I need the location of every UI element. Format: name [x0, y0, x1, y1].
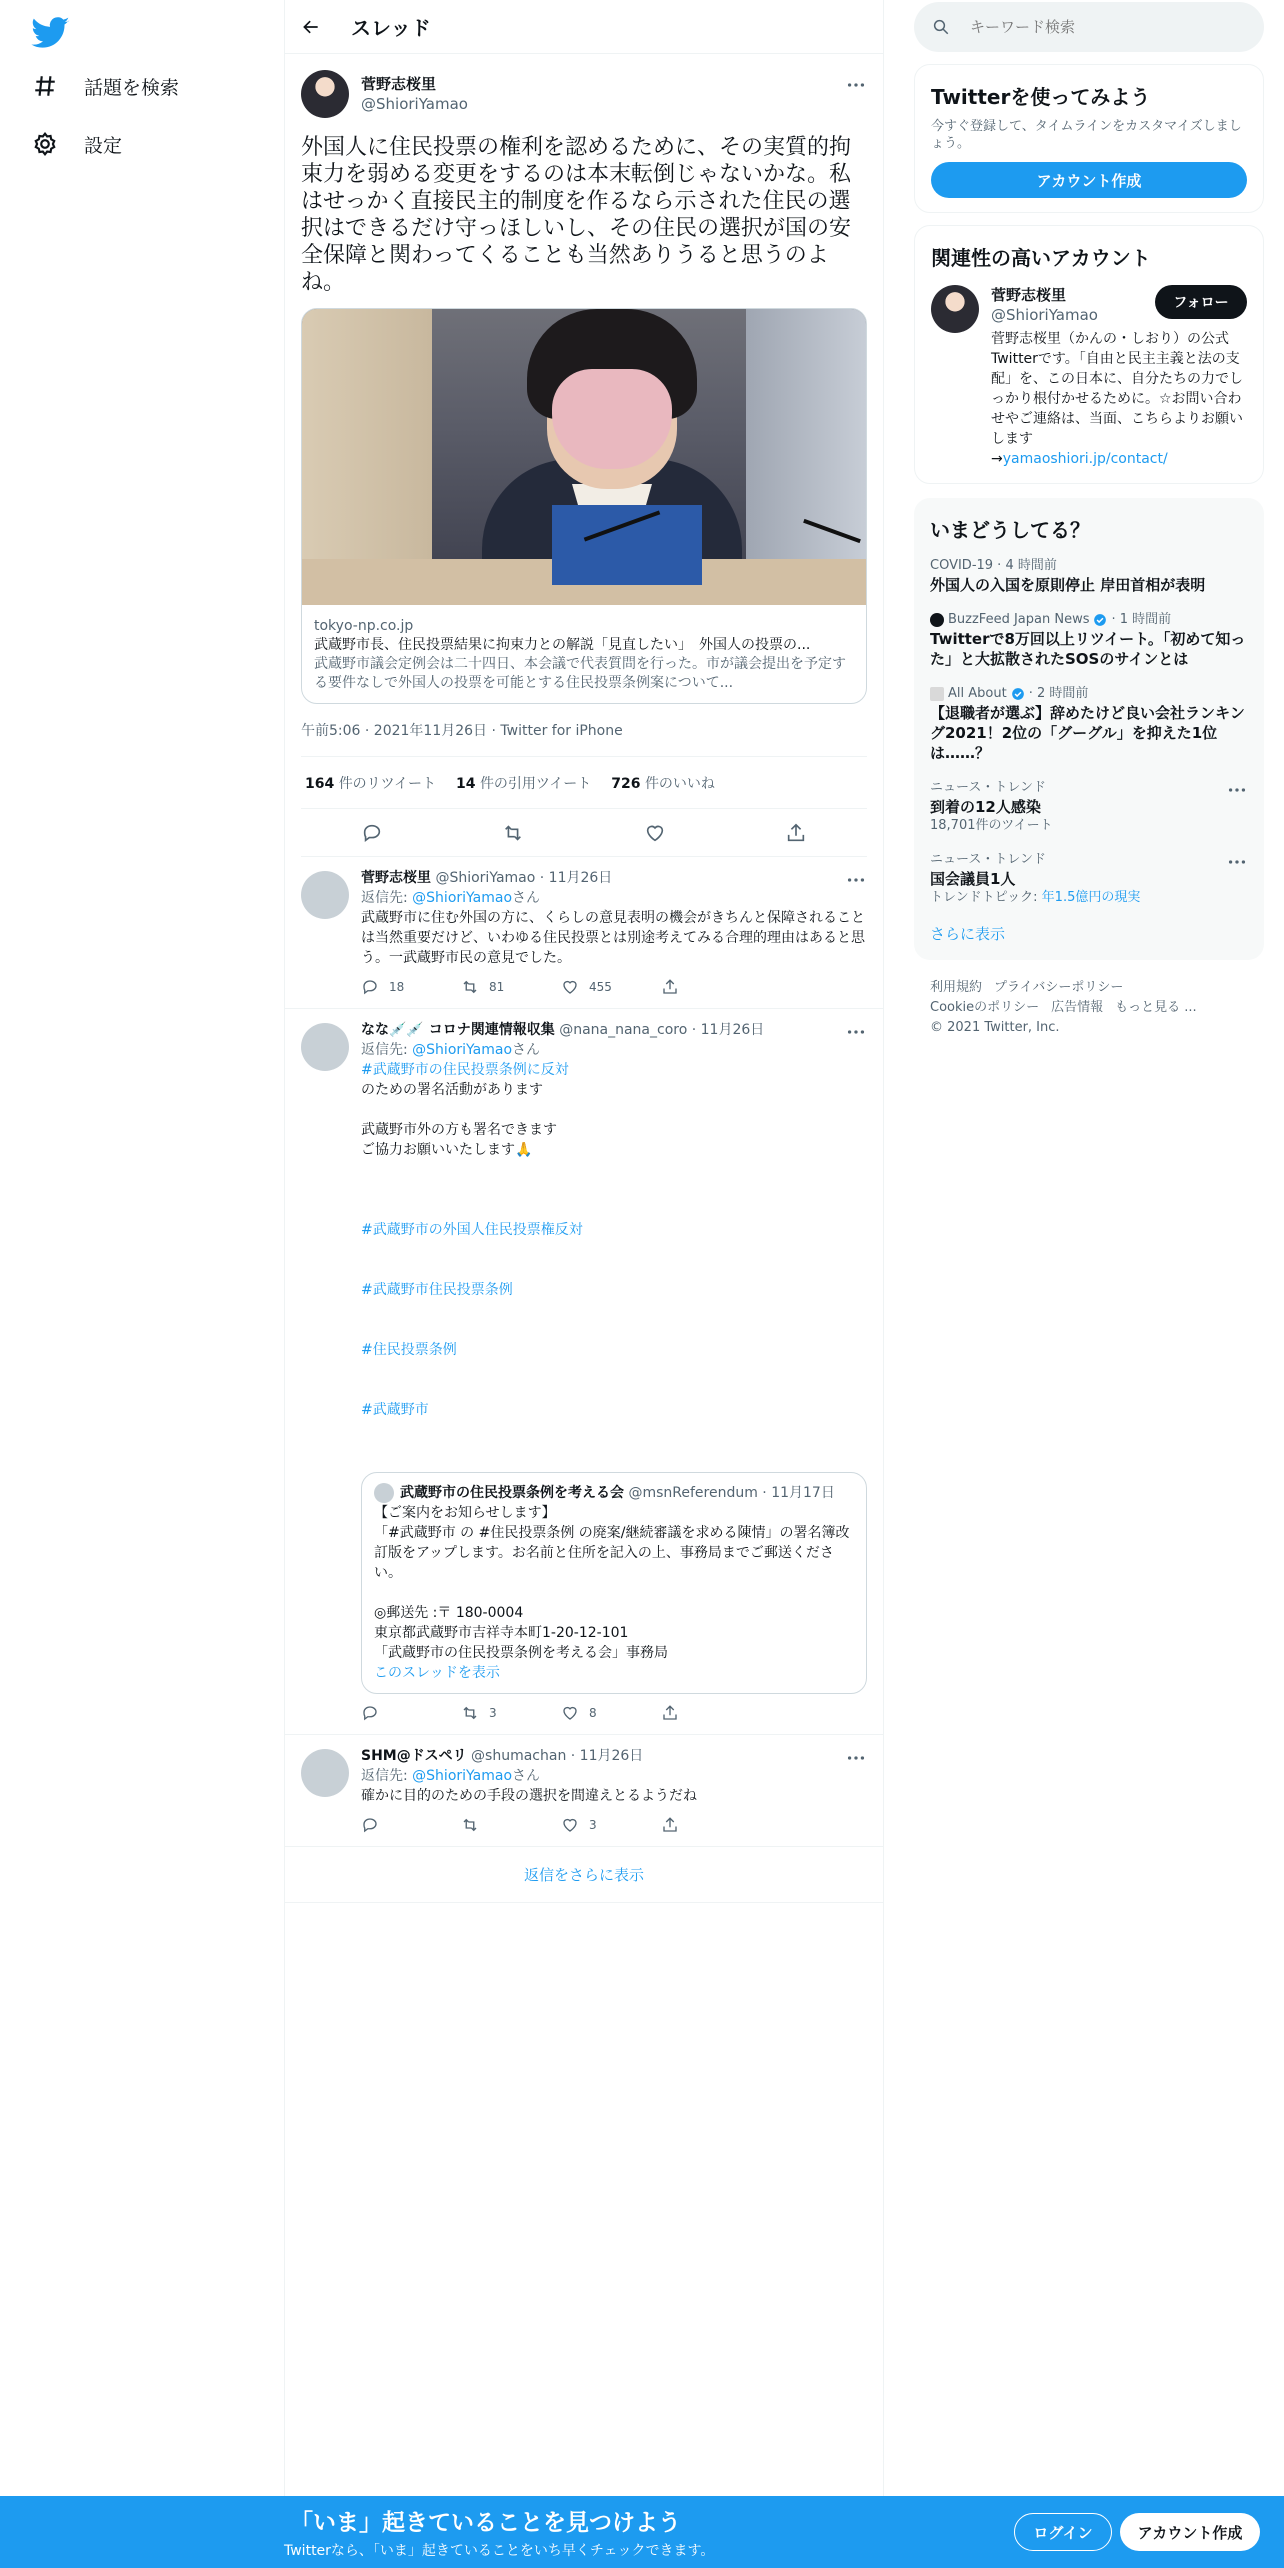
retweet-count[interactable]: 164 件のリツイート	[305, 775, 436, 792]
share-button[interactable]	[661, 1704, 761, 1722]
like-icon	[561, 1816, 579, 1834]
retweet-count: 81	[489, 980, 505, 994]
footer-link-cookie[interactable]: Cookieのポリシー	[930, 1000, 1040, 1015]
more-options-icon[interactable]	[845, 869, 867, 891]
footer	[914, 978, 1264, 1038]
login-button[interactable]: ログイン	[1014, 2513, 1112, 2551]
share-icon[interactable]	[785, 822, 807, 844]
link-card[interactable]	[301, 308, 867, 704]
reply-to-suffix: さん	[512, 890, 541, 906]
tweet-actions	[361, 976, 867, 998]
footer-link-more[interactable]: もっと見る ...	[1115, 1000, 1197, 1015]
reply-to-label: 返信先:	[361, 1768, 408, 1784]
follow-button[interactable]: フォロー	[1155, 285, 1247, 319]
more-options-icon[interactable]	[845, 1747, 867, 1769]
right-sidebar	[914, 0, 1264, 1038]
main-tweet	[285, 54, 883, 857]
avatar[interactable]	[301, 1023, 349, 1071]
share-icon	[661, 1704, 679, 1722]
retweet-button[interactable]	[461, 1704, 561, 1722]
retweet-icon	[461, 1704, 479, 1722]
banner-title: 「いま」起きていることを見つけよう	[290, 2510, 681, 2536]
hashtag-link[interactable]: #住民投票条例	[361, 1342, 457, 1358]
verified-badge-icon	[1093, 613, 1107, 627]
retweet-button[interactable]	[461, 978, 561, 996]
tweet-timestamp[interactable]: 午前5:06 · 2021年11月26日 · Twitter for iPhone	[301, 720, 867, 757]
like-count[interactable]: 726 件のいいね	[611, 775, 715, 792]
tweet-date[interactable]: · 11月26日	[570, 1748, 644, 1764]
related-title: 関連性の高いアカウント	[931, 246, 1151, 270]
reply-to-link[interactable]: @ShioriYamao	[412, 1768, 513, 1784]
footer-link-terms[interactable]: 利用規約	[930, 980, 983, 995]
retweet-count: 3	[489, 1706, 497, 1720]
nav-item-label: 話題を検索	[84, 76, 180, 99]
quote-count[interactable]: 14 件の引用ツイート	[456, 775, 592, 792]
retweet-button[interactable]	[461, 1816, 561, 1834]
tweet-actions	[361, 1814, 867, 1836]
avatar	[374, 1483, 394, 1503]
copyright: © 2021 Twitter, Inc.	[930, 1020, 1060, 1035]
author-handle[interactable]: @ShioriYamao	[435, 870, 536, 886]
tweet-date[interactable]: · 11月26日	[539, 870, 613, 886]
author-handle[interactable]: @nana_nana_coro	[559, 1022, 688, 1038]
author-handle[interactable]: @ShioriYamao	[361, 95, 468, 113]
trend-title: 【退職者が選ぶ】辞めたけど良い会社ランキング2021！2位の「グーグル」を抑えた1位は……？	[930, 704, 1245, 762]
trend-meta: COVID-19 · 4 時間前	[930, 558, 1057, 573]
search-input[interactable]	[970, 18, 1210, 36]
reply-count: 18	[389, 980, 405, 994]
trend-title: Twitterで8万回以上リツイート。「初めて知った」と大拡散されたSOSのサインとは	[930, 630, 1246, 668]
related-name[interactable]: 菅野志桜里	[991, 286, 1067, 304]
tweet-author[interactable]	[301, 70, 867, 118]
trend-title: 到着の12人感染	[930, 798, 1041, 816]
bio-link[interactable]: yamaoshiori.jp/contact/	[1002, 451, 1168, 467]
trend-meta: ニュース・トレンド	[930, 780, 1047, 795]
search-icon	[932, 18, 950, 36]
nav-item-explore[interactable]	[32, 64, 179, 108]
verified-badge-icon	[1011, 687, 1025, 701]
trend-time: · 2 時間前	[1028, 686, 1089, 701]
share-icon	[661, 978, 679, 996]
create-account-button[interactable]: アカウント作成	[931, 162, 1247, 198]
reply-to-suffix: さん	[512, 1042, 541, 1058]
related-account[interactable]	[931, 285, 1247, 469]
avatar[interactable]	[301, 871, 349, 919]
quoted-tweet[interactable]	[361, 1472, 867, 1694]
retweet-icon[interactable]	[502, 822, 524, 844]
show-more-trends-link[interactable]: さらに表示	[930, 925, 1006, 943]
avatar[interactable]	[301, 1749, 349, 1797]
reply-to-link[interactable]: @ShioriYamao	[412, 890, 513, 906]
author-name[interactable]: 菅野志桜里	[361, 75, 437, 93]
quote-text: 【ご案内をお知らせします】 「#武蔵野市 の #住民投票条例 の廃案/継続審議を求める陳情」の署名簿改訂版をアップします。お名前と住所を記入の上、事務局までご郵送ください。 ◎郵送先 :〒 180-0004 東京都武蔵野市吉祥寺本町1-20-12-101 「武蔵野市の住民投票条例を考える会」事務局	[374, 1505, 850, 1661]
tweet-date[interactable]: · 11月26日	[691, 1022, 765, 1038]
reply-to-link[interactable]: @ShioriYamao	[412, 1042, 513, 1058]
trend-source: All About	[948, 686, 1007, 701]
like-button[interactable]	[561, 1816, 661, 1834]
reply-button[interactable]	[361, 1704, 461, 1722]
thread-column	[284, 0, 884, 2496]
reply-tweet[interactable]	[285, 857, 883, 1009]
signup-title: Twitterを使ってみよう	[931, 85, 1151, 109]
tweet-text: 武蔵野市に住む外国の方に、くらしの意見表明の機会がきちんと保障されることは当然重要だけど、いわゆる住民投票とは別途考えてみる合理的理由はあると思う。一武蔵野市民の意見でした。	[361, 910, 865, 966]
left-nav	[0, 0, 284, 2496]
card-image	[302, 309, 866, 605]
search-bar[interactable]	[914, 2, 1264, 52]
trend-title: 国会議員1人	[930, 870, 1016, 888]
banner-subtitle: Twitterなら、「いま」起きていることをいち早くチェックできます。	[284, 2543, 715, 2559]
related-handle[interactable]: @ShioriYamao	[991, 306, 1098, 324]
reply-icon[interactable]	[361, 822, 383, 844]
share-icon	[661, 1816, 679, 1834]
trends-title: いまどうしてる？	[930, 518, 1090, 542]
hashtag-link[interactable]: #武蔵野市の外国人住民投票権反対	[361, 1222, 583, 1238]
quote-author-handle: @msnReferendum	[628, 1485, 758, 1501]
share-button[interactable]	[661, 1816, 761, 1834]
trend-topic-label: トレンドトピック:	[930, 890, 1042, 905]
tweet-text: 確かに目的のための手段の選択を間違えとるようだね	[361, 1788, 697, 1804]
avatar[interactable]	[301, 70, 349, 118]
signup-banner	[0, 2496, 1284, 2568]
retweet-icon	[461, 1816, 479, 1834]
tweet-actions	[361, 1702, 867, 1724]
share-button[interactable]	[661, 978, 761, 996]
trend-item[interactable]	[930, 557, 1248, 595]
trend-tweet-count: 18,701件のツイート	[930, 818, 1053, 833]
trend-item[interactable]	[930, 851, 1248, 907]
card-domain: tokyo-np.co.jp	[314, 618, 414, 634]
like-button[interactable]	[561, 1704, 661, 1722]
card-title: 武蔵野市長、住民投票結果に拘束力との解説「見直したい」 外国人の投票の...	[314, 637, 811, 653]
author-name[interactable]: SHM@ドスペリ	[361, 1748, 467, 1764]
trend-title: 外国人の入国を原則停止 岸田首相が表明	[930, 576, 1206, 594]
more-options-icon[interactable]	[1226, 779, 1248, 801]
like-button[interactable]	[561, 978, 661, 996]
signup-button[interactable]: アカウント作成	[1120, 2513, 1260, 2551]
page-title: スレッド	[351, 16, 431, 40]
hashtag-link[interactable]: #武蔵野市の住民投票条例に反対	[361, 1062, 569, 1078]
like-icon	[561, 978, 579, 996]
trend-item[interactable]	[930, 611, 1248, 669]
like-count: 455	[589, 980, 612, 994]
trend-topic-link[interactable]: 年1.5億円の現実	[1041, 890, 1141, 905]
buzzfeed-logo-icon	[930, 613, 944, 627]
trend-item[interactable]	[930, 779, 1248, 835]
show-more-replies-button[interactable]: 返信をさらに表示	[285, 1847, 883, 1903]
reply-icon	[361, 1704, 379, 1722]
like-count: 3	[589, 1818, 597, 1832]
tweet-stats	[301, 757, 867, 809]
twitter-logo-icon[interactable]	[30, 12, 70, 52]
reply-to-label: 返信先:	[361, 1042, 408, 1058]
reply-tweet[interactable]	[285, 1735, 883, 1847]
footer-link-privacy[interactable]: プライバシーポリシー	[994, 980, 1124, 995]
gear-icon	[32, 131, 58, 157]
trends-panel	[914, 498, 1264, 960]
signup-description: 今すぐ登録して、タイムラインをカスタマイズしましょう。	[931, 119, 1242, 151]
card-description: 武蔵野市議会定例会は二十四日、本会議で代表質問を行った。市が議会提出を予定する要件なしで外国人の投票を可能とする住民投票条例案について...	[314, 656, 846, 691]
footer-link-ads[interactable]: 広告情報	[1051, 1000, 1104, 1015]
author-name[interactable]: 菅野志桜里	[361, 870, 431, 886]
related-bio: 菅野志桜里（かんの・しおり）の公式Twitterです。「自由と民主主義と法の支配」を、この日本に、自分たちの力でしっかり根付かせるために。☆お問い合わせやご連絡は、当面、こちらよりお願いします →	[991, 331, 1243, 467]
tweet-text: のための署名活動があります 武蔵野市外の方も署名できます ご協力お願いいたします🙏	[361, 1082, 557, 1158]
hashtag-icon	[32, 73, 58, 99]
quote-date: · 11月17日	[762, 1485, 835, 1501]
avatar[interactable]	[931, 285, 979, 333]
more-options-icon[interactable]	[1226, 851, 1248, 873]
show-thread-link[interactable]: このスレッドを表示	[374, 1665, 500, 1681]
reply-button[interactable]	[361, 978, 461, 996]
reply-tweet[interactable]	[285, 1009, 883, 1735]
reply-icon	[361, 1816, 379, 1834]
related-accounts-panel	[914, 225, 1264, 484]
reply-button[interactable]	[361, 1816, 461, 1834]
hashtag-link[interactable]: #武蔵野市住民投票条例	[361, 1282, 513, 1298]
more-options-icon[interactable]	[845, 1021, 867, 1043]
tweet-text: 外国人に住民投票の権利を認めるために、その実質的拘束力を弱める変更をするのは本末転倒じゃないかな。私はせっかく直接民主的制度を作るなら示された住民の選択はできるだけ守っほしいし、その住民の選択が国の安全保障と関わってくることも当然ありうると思うのよね。	[301, 135, 852, 295]
trend-item[interactable]	[930, 685, 1248, 763]
like-icon[interactable]	[644, 822, 666, 844]
allabout-logo-icon	[930, 687, 944, 701]
quote-author-name: 武蔵野市の住民投票条例を考える会	[400, 1485, 624, 1501]
reply-to-suffix: さん	[512, 1768, 541, 1784]
back-arrow-icon[interactable]	[301, 17, 321, 37]
tweet-actions	[301, 809, 867, 857]
trend-meta: ニュース・トレンド	[930, 852, 1047, 867]
thread-header	[285, 0, 883, 54]
author-name[interactable]: なな💉💉 コロナ関連情報収集	[361, 1022, 555, 1038]
nav-item-settings[interactable]	[32, 122, 122, 166]
reply-icon	[361, 978, 379, 996]
hashtag-link[interactable]: #武蔵野市	[361, 1402, 429, 1418]
like-icon	[561, 1704, 579, 1722]
trend-time: · 1 時間前	[1111, 612, 1172, 627]
trend-source: BuzzFeed Japan News	[948, 612, 1090, 627]
retweet-icon	[461, 978, 479, 996]
reply-to-label: 返信先:	[361, 890, 408, 906]
author-handle[interactable]: @shumachan	[471, 1748, 567, 1764]
signup-panel	[914, 64, 1264, 213]
nav-item-label: 設定	[84, 134, 123, 157]
like-count: 8	[589, 1706, 597, 1720]
more-options-icon[interactable]	[845, 74, 867, 96]
